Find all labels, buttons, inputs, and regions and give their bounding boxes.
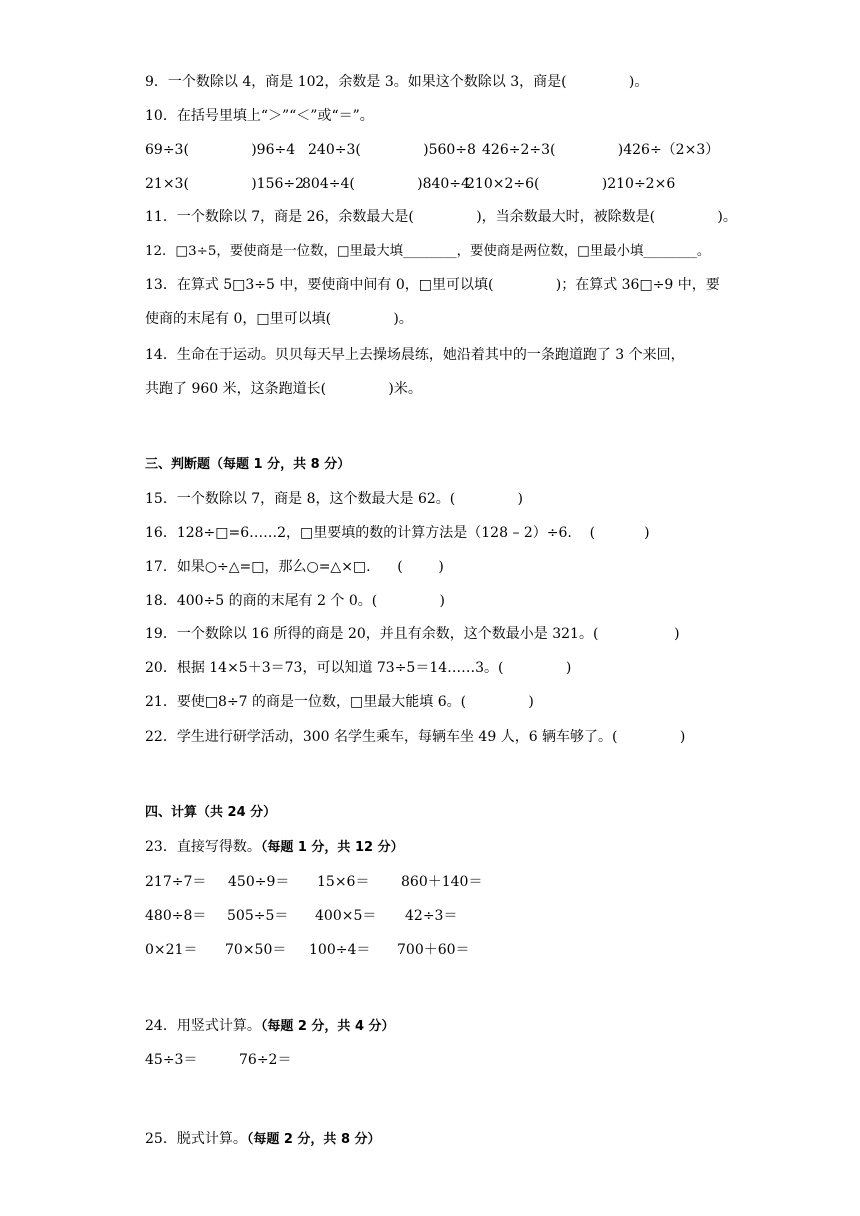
- mental-math-item: 505÷5＝: [227, 908, 289, 924]
- mental-math-item: 100÷4＝: [309, 942, 371, 958]
- q10-comparison: 426÷2÷3( )426÷（2×3）: [482, 142, 720, 158]
- question-14-line1: 14．生命在于运动。贝贝每天早上去操场晨练，她沿着其中的一条跑道跑了 3 个来回，: [145, 347, 685, 363]
- mental-math-item: 0×21＝: [145, 942, 198, 958]
- mental-math-item: 480÷8＝: [145, 908, 207, 924]
- judge-item: 21．要使□8÷7 的商是一位数，□里最大能填 6。( ): [145, 694, 534, 710]
- vertical-calc-item: 76÷2＝: [239, 1052, 292, 1068]
- question-24-title: [145, 1016, 395, 1037]
- judge-item: 17．如果○÷△=□，那么○=△×□. ( ): [145, 559, 444, 575]
- judge-item: 15．一个数除以 7，商是 8，这个数最大是 62。( ): [145, 491, 524, 507]
- mental-math-item: 860＋140＝: [401, 874, 483, 890]
- question-label: 23．直接写得数。: [145, 839, 261, 855]
- score-note: （每题 1 分，共 12 分）: [260, 840, 404, 855]
- section-heading-judge: 三、判断题（每题 1 分，共 8 分）: [145, 457, 351, 472]
- judge-item: 22．学生进行研学活动，300 名学生乘车，每辆车坐 49 人，6 辆车够了。( ): [145, 729, 686, 745]
- judge-item: 20．根据 14×5＋3＝73，可以知道 73÷5＝14……3。( ): [145, 660, 572, 676]
- question-13-line2: 使商的末尾有 0，□里可以填( )。: [145, 311, 413, 327]
- section-heading-calc: 四、计算（共 24 分）: [145, 805, 277, 820]
- question-11: 11．一个数除以 7，商是 26，余数最大是( )，当余数最大时，被除数是( )。: [145, 209, 737, 225]
- vertical-calc-item: 45÷3＝: [145, 1052, 198, 1068]
- question-14-line2: 共跑了 960 米，这条跑道长( )米。: [145, 381, 422, 397]
- question-10: 10．在括号里填上“＞”“＜”或“＝”。: [145, 108, 374, 124]
- mental-math-item: 700＋60＝: [397, 942, 470, 958]
- question-23-title: [145, 837, 404, 858]
- judge-item: 18．400÷5 的商的末尾有 2 个 0。( ): [145, 593, 446, 609]
- q10-comparison: 21×3( )156÷2: [145, 176, 305, 192]
- question-25-title: [145, 1129, 381, 1150]
- q10-comparison: 804÷4( )840÷4: [302, 176, 470, 192]
- mental-math-item: 217÷7＝: [145, 874, 207, 890]
- mental-math-item: 70×50＝: [225, 942, 287, 958]
- score-note: （每题 2 分，共 8 分）: [246, 1132, 381, 1147]
- question-label: 24．用竖式计算。: [145, 1018, 261, 1034]
- q10-comparison: 210×2÷6( )210÷2×6: [466, 176, 676, 192]
- mental-math-item: 15×6＝: [317, 874, 370, 890]
- question-12: 12．□3÷5，要使商是一位数，□里最大填________，要使商是两位数，□里最小填________。: [145, 244, 711, 259]
- q10-comparison: 240÷3( )560÷8: [308, 142, 476, 158]
- score-note: （每题 2 分，共 4 分）: [260, 1019, 395, 1034]
- judge-item: 16．128÷□=6……2，□里要填的数的计算方法是（128 – 2）÷6. ( ): [145, 525, 650, 541]
- mental-math-item: 42÷3＝: [405, 908, 458, 924]
- judge-item: 19．一个数除以 16 所得的商是 20，并且有余数，这个数最小是 321。( ): [145, 626, 680, 642]
- mental-math-item: 450÷9＝: [228, 874, 290, 890]
- question-9: 9．一个数除以 4，商是 102，余数是 3。如果这个数除以 3，商是( )。: [145, 74, 649, 90]
- question-13-line1: 13．在算式 5□3÷5 中，要使商中间有 0，□里可以填( )；在算式 36□÷9 中，要: [145, 277, 720, 293]
- q10-comparison: 69÷3( )96÷4: [145, 142, 296, 158]
- question-label: 25．脱式计算。: [145, 1131, 247, 1147]
- mental-math-item: 400×5＝: [315, 908, 377, 924]
